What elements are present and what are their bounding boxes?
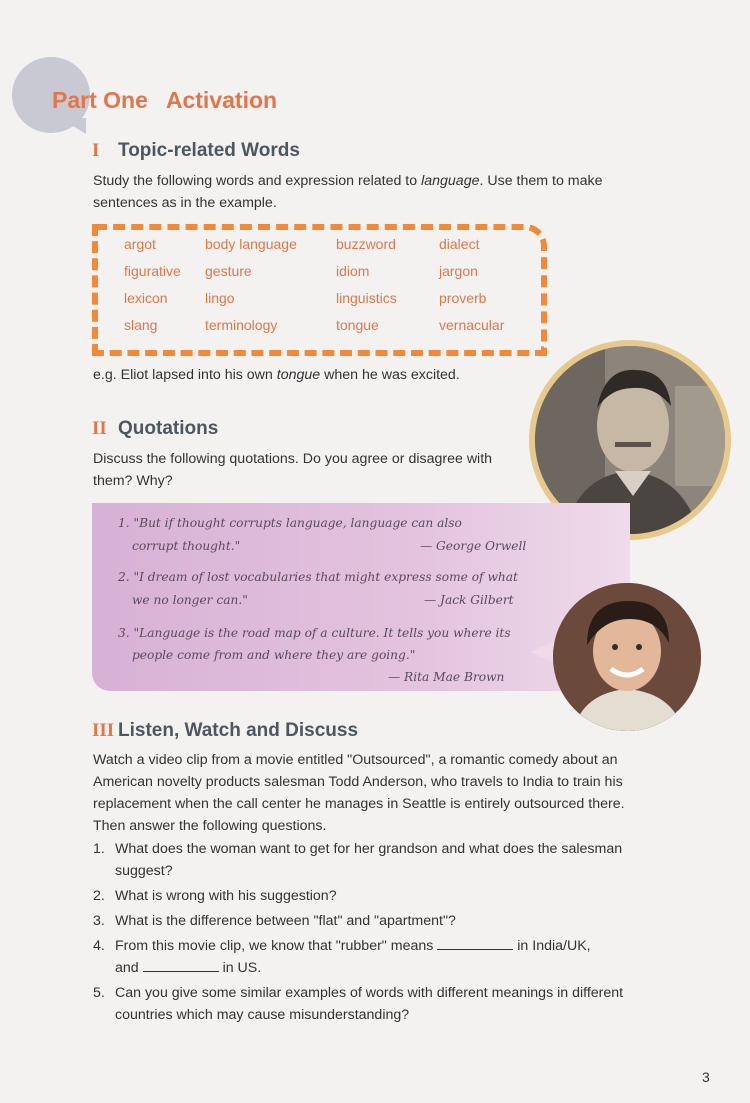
word: vernacular [439,317,505,333]
answer-blank[interactable] [437,935,513,950]
word: slang [124,317,158,333]
word: jargon [439,263,478,279]
portrait-photo-brown [553,583,701,731]
section2-instructions: Discuss the following quotations. Do you agree or disagree with them? Why? [93,451,493,489]
section-numeral: II [92,418,107,439]
instr-text: Study the following words and expression related to [93,173,422,189]
example-text: e.g. Eliot lapsed into his own [93,367,277,383]
page-number: 3 [702,1069,710,1085]
quote-line: 3. "Language is the road map of a culture. It tells you where its [118,626,511,640]
word: body language [205,236,297,252]
portrait-illustration [553,583,701,731]
question-number: 4. [93,938,105,954]
word: idiom [336,263,370,279]
example-text-end: when he was excited. [320,367,460,383]
answer-blank[interactable] [143,957,219,972]
section-heading-listen-watch [92,720,358,742]
part-name: Activation [165,87,278,113]
quote-line: people come from and where they are going." [132,648,416,662]
word: argot [124,236,156,252]
question-item [93,910,633,932]
quote-author: — George Orwell [420,539,527,553]
part-title [52,87,277,114]
word: tongue [336,317,379,333]
quote-line: 1. "But if thought corrupts language, language can also [118,516,462,530]
word: buzzword [336,236,396,252]
word: dialect [439,236,480,252]
instr-italic: language [421,173,480,189]
section-numeral: III [92,720,115,741]
word: lingo [205,290,235,306]
example-sentence [93,364,523,386]
word: terminology [205,317,278,333]
question-item [93,838,633,882]
question-text: Can you give some similar examples of words with different meanings in different countries which may cause misunderstanding? [115,985,624,1023]
question-list [93,838,633,1029]
part-label: Part One [52,87,148,113]
word: linguistics [336,290,397,306]
question-item [93,982,633,1026]
quote-author: — Jack Gilbert [424,593,514,607]
question-number: 2. [93,888,105,904]
question-text: What is the difference between "flat" and "apartment"? [115,913,456,929]
quote-author: — Rita Mae Brown [388,670,505,684]
question-text: in India/UK, [517,938,591,954]
instr-text-end: . Use them to make sentences as in the example. [93,173,603,211]
quote-line: corrupt thought." [132,539,241,553]
question-text: From this movie clip, we know that "rubber" means [115,938,434,954]
question-text: in US. [222,960,262,976]
section-title: Quotations [118,418,219,439]
question-number: 3. [93,913,105,929]
section3-instructions: Watch a video clip from a movie entitled "Outsourced", a romantic comedy about an American novelty products salesman Todd Anderson, who travels to India to train his replacement when the call center he manages in Seattle is entirely outsourced there. Then answer the following questions. [93,752,625,834]
section-heading-quotations [92,418,218,440]
section-numeral: I [92,140,100,161]
question-text: What is wrong with his suggestion? [115,888,337,904]
question-number: 5. [93,985,105,1001]
question-number: 1. [93,841,105,857]
word: figurative [124,263,181,279]
section-title: Topic-related Words [118,140,300,161]
question-text: and [115,960,139,976]
section1-instructions [93,170,633,214]
question-item [93,885,633,907]
section-title: Listen, Watch and Discuss [118,720,359,741]
quote-line: we no longer can." [132,593,248,607]
part-bubble-tail [60,118,86,134]
example-italic: tongue [276,367,321,383]
question-text: What does the woman want to get for her grandson and what does the salesman suggest? [115,841,623,879]
question-item [93,935,633,979]
quote-line: 2. "I dream of lost vocabularies that might express some of what [118,570,518,584]
word: proverb [439,290,487,306]
section-heading-topic-words [92,140,300,162]
word: gesture [205,263,252,279]
word: lexicon [124,290,168,306]
